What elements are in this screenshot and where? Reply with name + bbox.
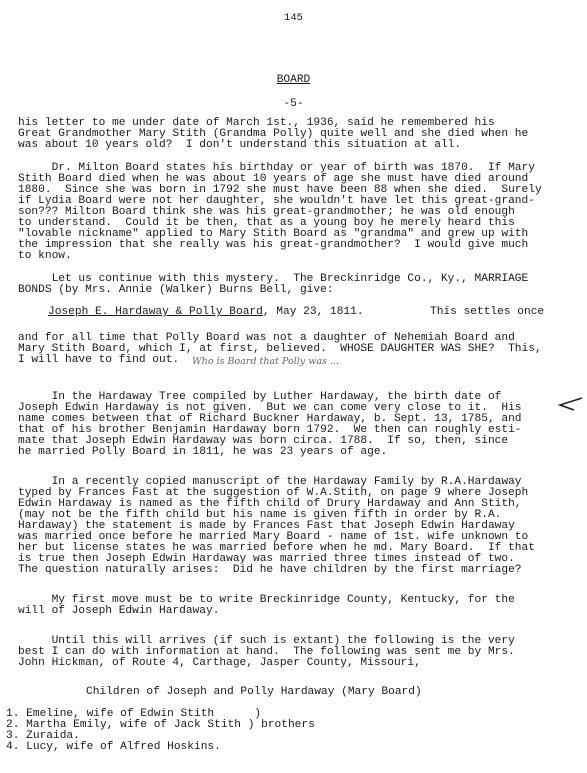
- text-line: Edwin Hardaway is named as the fifth child of Drury Hardaway and Ann Stith,: [18, 498, 522, 510]
- text-line: will of Joseph Edwin Hardaway.: [18, 605, 220, 617]
- handwritten-note: Who is Board that Polly was ...: [192, 356, 339, 367]
- text-line: her but license states he was married before when he md. Mary Board. If that: [18, 542, 535, 554]
- text-line: 1880. Since she was born in 1792 she must have been 88 when she died. Surely: [18, 184, 542, 196]
- text-line: I will have to find out.: [18, 354, 180, 366]
- text-line: is true then Joseph Edwin Hardaway was married three times instead of two.: [18, 553, 515, 565]
- text-line: mate that Joseph Edwin Hardaway was born circa. 1788. If so, then, since: [18, 435, 509, 447]
- text-line: Until this will arrives (if such is extant) the following is the very: [18, 635, 515, 647]
- text-line: Stith Board died when he was about 10 years of age she must have died around: [18, 173, 529, 185]
- text-line: typed by Frances Fast at the suggestion of W.A.Stith, on page 9 where Joseph: [18, 487, 529, 499]
- text-line: My first move must be to write Breckinridge County, Kentucky, for the: [18, 594, 515, 606]
- text-line: and for all time that Polly Board was not a daughter of Nehemiah Board and: [18, 332, 515, 344]
- text-line: (may not be the fifth child but his name is given fifth in order by R.A.: [18, 509, 502, 521]
- text-line: John Hickman, of Route 4, Carthage, Jasper County, Missouri,: [18, 657, 421, 669]
- text-line: to understand. Could it be then, that as a young boy he merely heard this: [18, 217, 515, 229]
- text-line: BONDS (by Mrs. Annie (Walker) Burns Bell, give:: [18, 284, 334, 296]
- text-line: Joseph Edwin Hardaway is not given. But we can come very close to it. His: [18, 402, 522, 414]
- text-line: was married once before he married Mary Board - name of 1st. wife unknown to: [18, 531, 529, 543]
- text-line: son??? Milton Board think she was his great-grandmother; he was old enough: [18, 206, 515, 218]
- text-line: best I can do with information at hand. The following was sent me by Mrs.: [18, 646, 515, 658]
- list-item: 1. Emeline, wife of Edwin Stith ): [6, 708, 262, 720]
- section-number: -5-: [283, 98, 304, 110]
- text-line: that of his brother Benjamin Hardaway born 1792. We then can roughly esti-: [18, 424, 522, 436]
- text-line: name comes between that of Richard Buckner Hardaway, b. Sept. 13, 1785, and: [18, 413, 522, 425]
- text-line: his letter to me under date of March 1st., 1936, said he remembered his: [18, 117, 495, 129]
- text-line: "lovable nickname" applied to Mary Stith Board as "grandma" and grew up with: [18, 228, 529, 240]
- text-line: if Lydia Board were not her daughter, she wouldn't have let this great-grand-: [18, 195, 535, 207]
- marriage-entry: [48, 307, 364, 318]
- text-line: Let us continue with this mystery. The Breckinridge Co., Ky., MARRIAGE: [18, 273, 529, 285]
- text-line: was about 10 years old? I don't understand this situation at all.: [18, 139, 462, 151]
- text-line: Great Grandmother Mary Stith (Grandma Polly) quite well and she died when he: [18, 128, 529, 140]
- text-line: he married Polly Board in 1811, he was 23 years of age.: [18, 446, 388, 458]
- children-heading: Children of Joseph and Polly Hardaway (Mary Board): [86, 686, 422, 698]
- marriage-date: , May 23, 1811.: [262, 306, 364, 318]
- text-line: In a recently copied manuscript of the Hardaway Family by R.A.Hardaway: [18, 476, 522, 488]
- text-line: The question naturally arises: Did he have children by the first marriage?: [18, 564, 522, 576]
- heading-board: BOARD: [276, 74, 311, 86]
- marriage-tail: This settles once: [430, 306, 545, 318]
- margin-arrow-mark: [556, 395, 584, 413]
- text-line: the impression that she really was his great-grandmother? I would give much: [18, 239, 529, 251]
- list-item: 2. Martha Emily, wife of Jack Stith ) brothers: [6, 719, 315, 731]
- page-number: 145: [284, 12, 303, 24]
- text-line: Dr. Milton Board states his birthday or year of birth was 1870. If Mary: [18, 162, 535, 174]
- list-item: 4. Lucy, wife of Alfred Hoskins.: [6, 741, 221, 753]
- text-line: Hardaway) the statement is made by Frances Fast that Joseph Edwin Hardaway: [18, 520, 515, 532]
- text-line: to know.: [18, 250, 72, 262]
- marriage-names: Joseph E. Hardaway & Polly Board: [48, 306, 263, 318]
- list-item: 3. Zuraida.: [6, 730, 80, 742]
- text-line: Mary Stith Board, which I, at first, believed. WHOSE DAUGHTER WAS SHE? This,: [18, 343, 542, 355]
- text-line: In the Hardaway Tree compiled by Luther Hardaway, the birth date of: [18, 391, 502, 403]
